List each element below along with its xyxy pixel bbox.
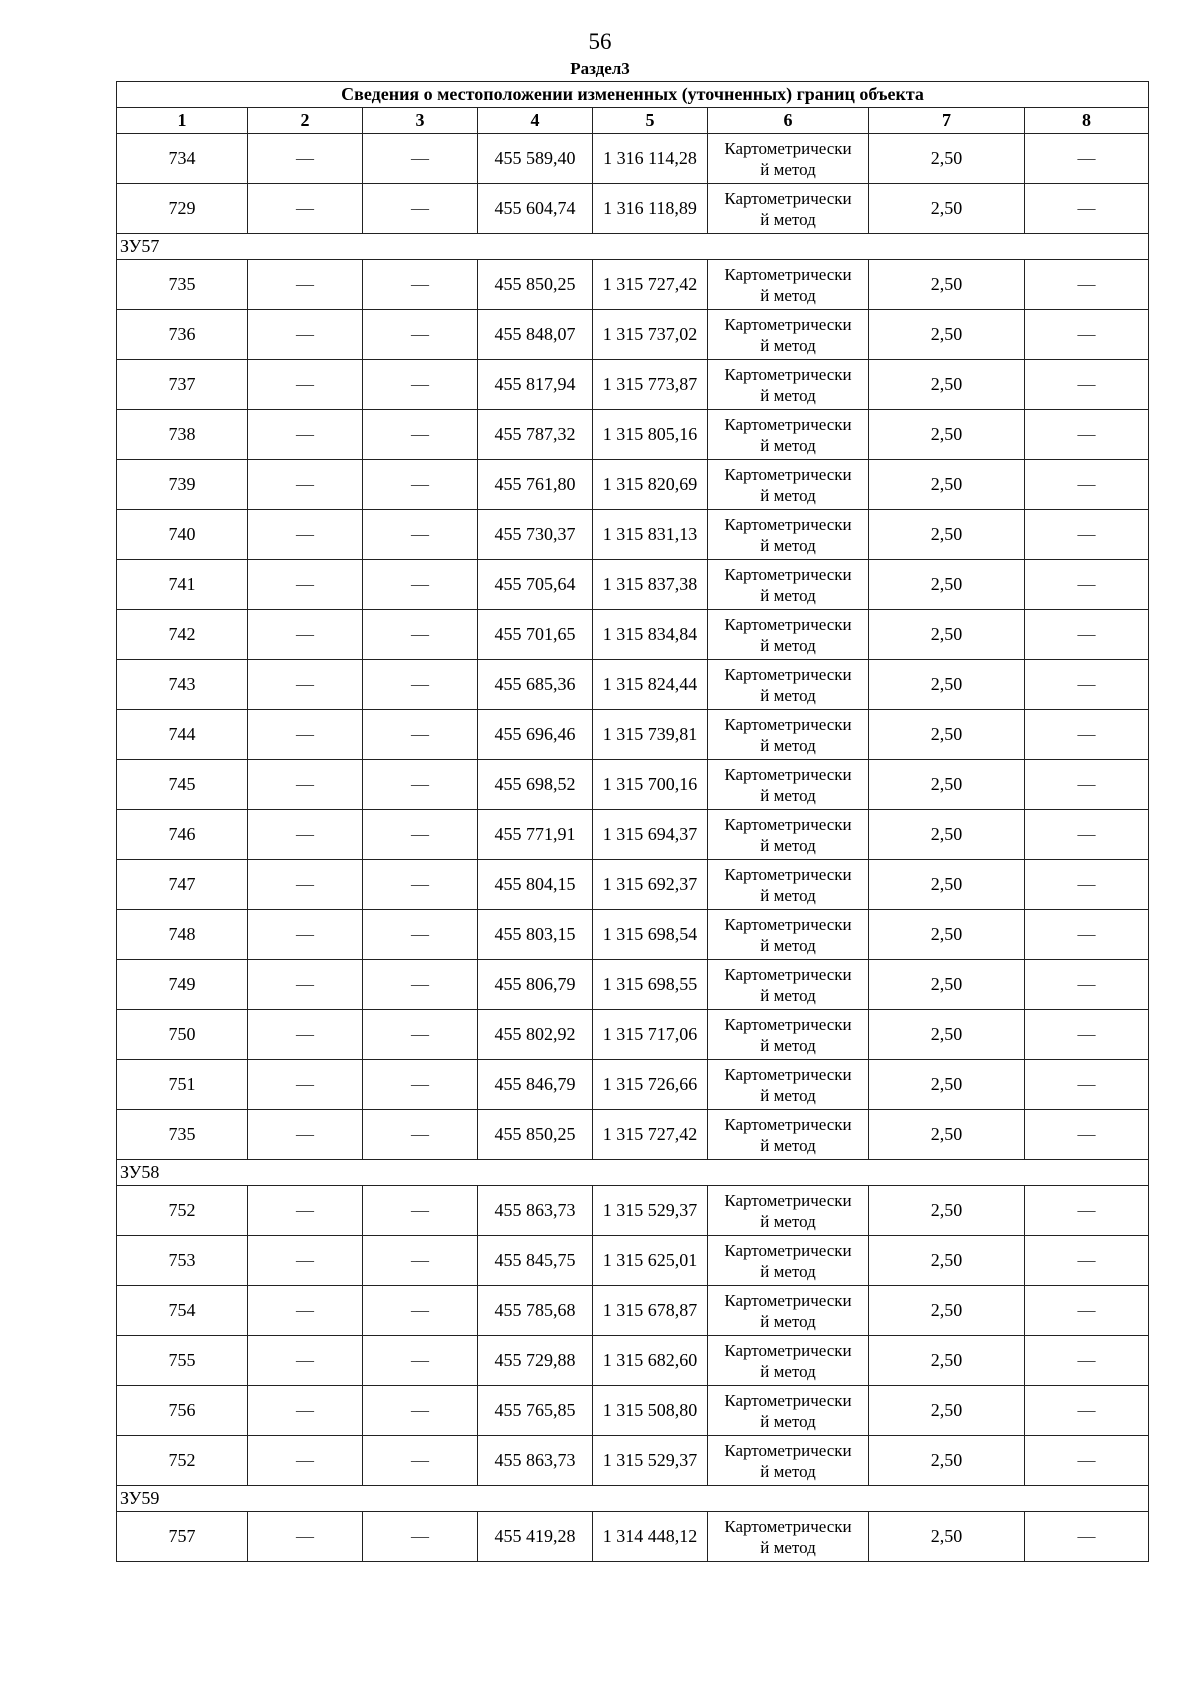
column-2-cell: — xyxy=(248,1336,363,1386)
point-number-cell: 753 xyxy=(117,1236,248,1286)
accuracy-cell: 2,50 xyxy=(869,1110,1025,1160)
column-2-cell: — xyxy=(248,810,363,860)
method-cell: Картометрически й метод xyxy=(708,1236,869,1286)
accuracy-cell: 2,50 xyxy=(869,1060,1025,1110)
column-8-cell: — xyxy=(1025,1186,1149,1236)
column-2-cell: — xyxy=(248,310,363,360)
parcel-group-label: ЗУ57 xyxy=(117,234,1149,260)
y-coordinate-cell: 1 315 773,87 xyxy=(593,360,708,410)
y-coordinate-cell: 1 315 834,84 xyxy=(593,610,708,660)
parcel-group-label: ЗУ59 xyxy=(117,1486,1149,1512)
x-coordinate-cell: 455 850,25 xyxy=(478,260,593,310)
accuracy-cell: 2,50 xyxy=(869,710,1025,760)
x-coordinate-cell: 455 863,73 xyxy=(478,1186,593,1236)
table-row xyxy=(117,134,1149,184)
method-cell: Картометрически й метод xyxy=(708,1186,869,1236)
table-row xyxy=(117,510,1149,560)
method-cell: Картометрически й метод xyxy=(708,310,869,360)
y-coordinate-cell: 1 315 837,38 xyxy=(593,560,708,610)
method-cell: Картометрически й метод xyxy=(708,1512,869,1562)
column-8-cell: — xyxy=(1025,260,1149,310)
column-3-cell: — xyxy=(363,184,478,234)
table-row xyxy=(117,1336,1149,1386)
x-coordinate-cell: 455 787,32 xyxy=(478,410,593,460)
point-number-cell: 737 xyxy=(117,360,248,410)
point-number-cell: 749 xyxy=(117,960,248,1010)
point-number-cell: 748 xyxy=(117,910,248,960)
method-cell: Картометрически й метод xyxy=(708,410,869,460)
y-coordinate-cell: 1 314 448,12 xyxy=(593,1512,708,1562)
column-3-cell: — xyxy=(363,860,478,910)
table-row xyxy=(117,1186,1149,1236)
y-coordinate-cell: 1 315 625,01 xyxy=(593,1236,708,1286)
y-coordinate-cell: 1 316 118,89 xyxy=(593,184,708,234)
accuracy-cell: 2,50 xyxy=(869,410,1025,460)
x-coordinate-cell: 455 863,73 xyxy=(478,1436,593,1486)
column-number: 1 xyxy=(117,108,248,134)
column-3-cell: — xyxy=(363,1512,478,1562)
accuracy-cell: 2,50 xyxy=(869,1336,1025,1386)
y-coordinate-cell: 1 315 682,60 xyxy=(593,1336,708,1386)
column-number: 2 xyxy=(248,108,363,134)
x-coordinate-cell: 455 696,46 xyxy=(478,710,593,760)
column-8-cell: — xyxy=(1025,860,1149,910)
column-3-cell: — xyxy=(363,610,478,660)
column-2-cell: — xyxy=(248,260,363,310)
point-number-cell: 751 xyxy=(117,1060,248,1110)
x-coordinate-cell: 455 804,15 xyxy=(478,860,593,910)
y-coordinate-cell: 1 315 727,42 xyxy=(593,260,708,310)
accuracy-cell: 2,50 xyxy=(869,610,1025,660)
column-3-cell: — xyxy=(363,1010,478,1060)
column-2-cell: — xyxy=(248,1512,363,1562)
accuracy-cell: 2,50 xyxy=(869,1512,1025,1562)
table-caption: Сведения о местоположении измененных (уточненных) границ объекта xyxy=(117,82,1149,108)
table-row xyxy=(117,184,1149,234)
y-coordinate-cell: 1 315 831,13 xyxy=(593,510,708,560)
column-3-cell: — xyxy=(363,134,478,184)
column-8-cell: — xyxy=(1025,810,1149,860)
column-2-cell: — xyxy=(248,910,363,960)
column-8-cell: — xyxy=(1025,1336,1149,1386)
table-caption-row xyxy=(117,82,1149,108)
table-row xyxy=(117,1010,1149,1060)
column-8-cell: — xyxy=(1025,460,1149,510)
accuracy-cell: 2,50 xyxy=(869,560,1025,610)
method-cell: Картометрически й метод xyxy=(708,184,869,234)
accuracy-cell: 2,50 xyxy=(869,134,1025,184)
column-2-cell: — xyxy=(248,134,363,184)
column-3-cell: — xyxy=(363,310,478,360)
column-8-cell: — xyxy=(1025,760,1149,810)
accuracy-cell: 2,50 xyxy=(869,1286,1025,1336)
column-number: 8 xyxy=(1025,108,1149,134)
point-number-cell: 740 xyxy=(117,510,248,560)
method-cell: Картометрически й метод xyxy=(708,1336,869,1386)
column-3-cell: — xyxy=(363,1386,478,1436)
column-8-cell: — xyxy=(1025,1512,1149,1562)
accuracy-cell: 2,50 xyxy=(869,184,1025,234)
method-cell: Картометрически й метод xyxy=(708,134,869,184)
point-number-cell: 744 xyxy=(117,710,248,760)
method-cell: Картометрически й метод xyxy=(708,760,869,810)
column-3-cell: — xyxy=(363,1186,478,1236)
y-coordinate-cell: 1 315 824,44 xyxy=(593,660,708,710)
method-cell: Картометрически й метод xyxy=(708,260,869,310)
y-coordinate-cell: 1 316 114,28 xyxy=(593,134,708,184)
method-cell: Картометрически й метод xyxy=(708,660,869,710)
x-coordinate-cell: 455 817,94 xyxy=(478,360,593,410)
x-coordinate-cell: 455 685,36 xyxy=(478,660,593,710)
accuracy-cell: 2,50 xyxy=(869,310,1025,360)
column-3-cell: — xyxy=(363,910,478,960)
method-cell: Картометрически й метод xyxy=(708,1286,869,1336)
column-2-cell: — xyxy=(248,960,363,1010)
column-8-cell: — xyxy=(1025,960,1149,1010)
column-2-cell: — xyxy=(248,760,363,810)
accuracy-cell: 2,50 xyxy=(869,360,1025,410)
y-coordinate-cell: 1 315 805,16 xyxy=(593,410,708,460)
column-2-cell: — xyxy=(248,1186,363,1236)
column-2-cell: — xyxy=(248,610,363,660)
y-coordinate-cell: 1 315 727,42 xyxy=(593,1110,708,1160)
x-coordinate-cell: 455 730,37 xyxy=(478,510,593,560)
boundary-table xyxy=(116,81,1149,1562)
x-coordinate-cell: 455 729,88 xyxy=(478,1336,593,1386)
x-coordinate-cell: 455 761,80 xyxy=(478,460,593,510)
point-number-cell: 741 xyxy=(117,560,248,610)
point-number-cell: 735 xyxy=(117,260,248,310)
column-2-cell: — xyxy=(248,1436,363,1486)
parcel-group-row xyxy=(117,234,1149,260)
table-row xyxy=(117,310,1149,360)
column-3-cell: — xyxy=(363,460,478,510)
y-coordinate-cell: 1 315 820,69 xyxy=(593,460,708,510)
x-coordinate-cell: 455 701,65 xyxy=(478,610,593,660)
method-cell: Картометрически й метод xyxy=(708,1436,869,1486)
column-8-cell: — xyxy=(1025,410,1149,460)
point-number-cell: 735 xyxy=(117,1110,248,1160)
point-number-cell: 746 xyxy=(117,810,248,860)
x-coordinate-cell: 455 765,85 xyxy=(478,1386,593,1436)
y-coordinate-cell: 1 315 692,37 xyxy=(593,860,708,910)
table-body xyxy=(117,82,1149,1562)
y-coordinate-cell: 1 315 739,81 xyxy=(593,710,708,760)
method-cell: Картометрически й метод xyxy=(708,510,869,560)
point-number-cell: 752 xyxy=(117,1186,248,1236)
table-row xyxy=(117,560,1149,610)
column-3-cell: — xyxy=(363,260,478,310)
x-coordinate-cell: 455 771,91 xyxy=(478,810,593,860)
column-3-cell: — xyxy=(363,1436,478,1486)
column-8-cell: — xyxy=(1025,510,1149,560)
point-number-cell: 736 xyxy=(117,310,248,360)
column-number: 4 xyxy=(478,108,593,134)
accuracy-cell: 2,50 xyxy=(869,860,1025,910)
column-2-cell: — xyxy=(248,660,363,710)
column-8-cell: — xyxy=(1025,1010,1149,1060)
method-cell: Картометрически й метод xyxy=(708,460,869,510)
column-3-cell: — xyxy=(363,1236,478,1286)
x-coordinate-cell: 455 846,79 xyxy=(478,1060,593,1110)
column-3-cell: — xyxy=(363,660,478,710)
x-coordinate-cell: 455 806,79 xyxy=(478,960,593,1010)
y-coordinate-cell: 1 315 529,37 xyxy=(593,1186,708,1236)
point-number-cell: 755 xyxy=(117,1336,248,1386)
x-coordinate-cell: 455 705,64 xyxy=(478,560,593,610)
point-number-cell: 742 xyxy=(117,610,248,660)
accuracy-cell: 2,50 xyxy=(869,460,1025,510)
y-coordinate-cell: 1 315 737,02 xyxy=(593,310,708,360)
method-cell: Картометрически й метод xyxy=(708,360,869,410)
accuracy-cell: 2,50 xyxy=(869,1236,1025,1286)
column-2-cell: — xyxy=(248,1386,363,1436)
x-coordinate-cell: 455 845,75 xyxy=(478,1236,593,1286)
column-8-cell: — xyxy=(1025,1436,1149,1486)
column-2-cell: — xyxy=(248,710,363,760)
table-row xyxy=(117,810,1149,860)
method-cell: Картометрически й метод xyxy=(708,610,869,660)
point-number-cell: 747 xyxy=(117,860,248,910)
accuracy-cell: 2,50 xyxy=(869,1186,1025,1236)
column-3-cell: — xyxy=(363,1286,478,1336)
section-title: Раздел3 xyxy=(570,59,630,78)
method-cell: Картометрически й метод xyxy=(708,1386,869,1436)
x-coordinate-cell: 455 604,74 xyxy=(478,184,593,234)
y-coordinate-cell: 1 315 726,66 xyxy=(593,1060,708,1110)
column-8-cell: — xyxy=(1025,910,1149,960)
column-8-cell: — xyxy=(1025,1060,1149,1110)
y-coordinate-cell: 1 315 698,55 xyxy=(593,960,708,1010)
method-cell: Картометрически й метод xyxy=(708,910,869,960)
column-number: 6 xyxy=(708,108,869,134)
point-number-cell: 738 xyxy=(117,410,248,460)
y-coordinate-cell: 1 315 700,16 xyxy=(593,760,708,810)
column-3-cell: — xyxy=(363,510,478,560)
table-row xyxy=(117,360,1149,410)
accuracy-cell: 2,50 xyxy=(869,260,1025,310)
x-coordinate-cell: 455 785,68 xyxy=(478,1286,593,1336)
x-coordinate-cell: 455 848,07 xyxy=(478,310,593,360)
y-coordinate-cell: 1 315 529,37 xyxy=(593,1436,708,1486)
accuracy-cell: 2,50 xyxy=(869,810,1025,860)
table-row xyxy=(117,1236,1149,1286)
y-coordinate-cell: 1 315 508,80 xyxy=(593,1386,708,1436)
point-number-cell: 729 xyxy=(117,184,248,234)
method-cell: Картометрически й метод xyxy=(708,960,869,1010)
column-8-cell: — xyxy=(1025,1286,1149,1336)
x-coordinate-cell: 455 419,28 xyxy=(478,1512,593,1562)
x-coordinate-cell: 455 850,25 xyxy=(478,1110,593,1160)
column-2-cell: — xyxy=(248,460,363,510)
column-2-cell: — xyxy=(248,1110,363,1160)
point-number-cell: 750 xyxy=(117,1010,248,1060)
x-coordinate-cell: 455 803,15 xyxy=(478,910,593,960)
column-2-cell: — xyxy=(248,1060,363,1110)
table-row xyxy=(117,660,1149,710)
column-2-cell: — xyxy=(248,860,363,910)
method-cell: Картометрически й метод xyxy=(708,1060,869,1110)
point-number-cell: 743 xyxy=(117,660,248,710)
point-number-cell: 734 xyxy=(117,134,248,184)
method-cell: Картометрически й метод xyxy=(708,560,869,610)
column-2-cell: — xyxy=(248,1010,363,1060)
method-cell: Картометрически й метод xyxy=(708,710,869,760)
point-number-cell: 739 xyxy=(117,460,248,510)
column-3-cell: — xyxy=(363,560,478,610)
table-row xyxy=(117,1512,1149,1562)
accuracy-cell: 2,50 xyxy=(869,510,1025,560)
parcel-group-row xyxy=(117,1160,1149,1186)
accuracy-cell: 2,50 xyxy=(869,910,1025,960)
column-8-cell: — xyxy=(1025,1110,1149,1160)
y-coordinate-cell: 1 315 694,37 xyxy=(593,810,708,860)
table-row xyxy=(117,960,1149,1010)
column-3-cell: — xyxy=(363,1336,478,1386)
table-row xyxy=(117,860,1149,910)
accuracy-cell: 2,50 xyxy=(869,760,1025,810)
table-row xyxy=(117,460,1149,510)
table-row xyxy=(117,1060,1149,1110)
column-2-cell: — xyxy=(248,360,363,410)
column-3-cell: — xyxy=(363,1110,478,1160)
y-coordinate-cell: 1 315 717,06 xyxy=(593,1010,708,1060)
point-number-cell: 752 xyxy=(117,1436,248,1486)
accuracy-cell: 2,50 xyxy=(869,1386,1025,1436)
page-number: 56 xyxy=(588,29,612,54)
column-2-cell: — xyxy=(248,184,363,234)
column-number-row xyxy=(117,108,1149,134)
table-row xyxy=(117,1110,1149,1160)
column-8-cell: — xyxy=(1025,560,1149,610)
table-row xyxy=(117,710,1149,760)
column-8-cell: — xyxy=(1025,134,1149,184)
column-8-cell: — xyxy=(1025,360,1149,410)
point-number-cell: 745 xyxy=(117,760,248,810)
x-coordinate-cell: 455 802,92 xyxy=(478,1010,593,1060)
column-2-cell: — xyxy=(248,510,363,560)
table-row xyxy=(117,1286,1149,1336)
table-row xyxy=(117,760,1149,810)
column-3-cell: — xyxy=(363,360,478,410)
column-2-cell: — xyxy=(248,1236,363,1286)
parcel-group-row xyxy=(117,1486,1149,1512)
column-3-cell: — xyxy=(363,960,478,1010)
column-8-cell: — xyxy=(1025,184,1149,234)
column-3-cell: — xyxy=(363,810,478,860)
column-8-cell: — xyxy=(1025,310,1149,360)
table-row xyxy=(117,1436,1149,1486)
table-row xyxy=(117,260,1149,310)
y-coordinate-cell: 1 315 678,87 xyxy=(593,1286,708,1336)
column-8-cell: — xyxy=(1025,710,1149,760)
table-row xyxy=(117,910,1149,960)
column-3-cell: — xyxy=(363,410,478,460)
column-number: 5 xyxy=(593,108,708,134)
accuracy-cell: 2,50 xyxy=(869,960,1025,1010)
accuracy-cell: 2,50 xyxy=(869,1010,1025,1060)
method-cell: Картометрически й метод xyxy=(708,860,869,910)
column-8-cell: — xyxy=(1025,660,1149,710)
column-8-cell: — xyxy=(1025,610,1149,660)
column-2-cell: — xyxy=(248,410,363,460)
parcel-group-label: ЗУ58 xyxy=(117,1160,1149,1186)
column-number: 3 xyxy=(363,108,478,134)
column-2-cell: — xyxy=(248,560,363,610)
method-cell: Картометрически й метод xyxy=(708,810,869,860)
column-8-cell: — xyxy=(1025,1386,1149,1436)
accuracy-cell: 2,50 xyxy=(869,1436,1025,1486)
method-cell: Картометрически й метод xyxy=(708,1010,869,1060)
table-row xyxy=(117,410,1149,460)
column-3-cell: — xyxy=(363,760,478,810)
method-cell: Картометрически й метод xyxy=(708,1110,869,1160)
x-coordinate-cell: 455 589,40 xyxy=(478,134,593,184)
table-row xyxy=(117,1386,1149,1436)
y-coordinate-cell: 1 315 698,54 xyxy=(593,910,708,960)
column-3-cell: — xyxy=(363,1060,478,1110)
accuracy-cell: 2,50 xyxy=(869,660,1025,710)
table-row xyxy=(117,610,1149,660)
point-number-cell: 756 xyxy=(117,1386,248,1436)
column-number: 7 xyxy=(869,108,1025,134)
point-number-cell: 754 xyxy=(117,1286,248,1336)
column-8-cell: — xyxy=(1025,1236,1149,1286)
column-2-cell: — xyxy=(248,1286,363,1336)
point-number-cell: 757 xyxy=(117,1512,248,1562)
column-3-cell: — xyxy=(363,710,478,760)
x-coordinate-cell: 455 698,52 xyxy=(478,760,593,810)
